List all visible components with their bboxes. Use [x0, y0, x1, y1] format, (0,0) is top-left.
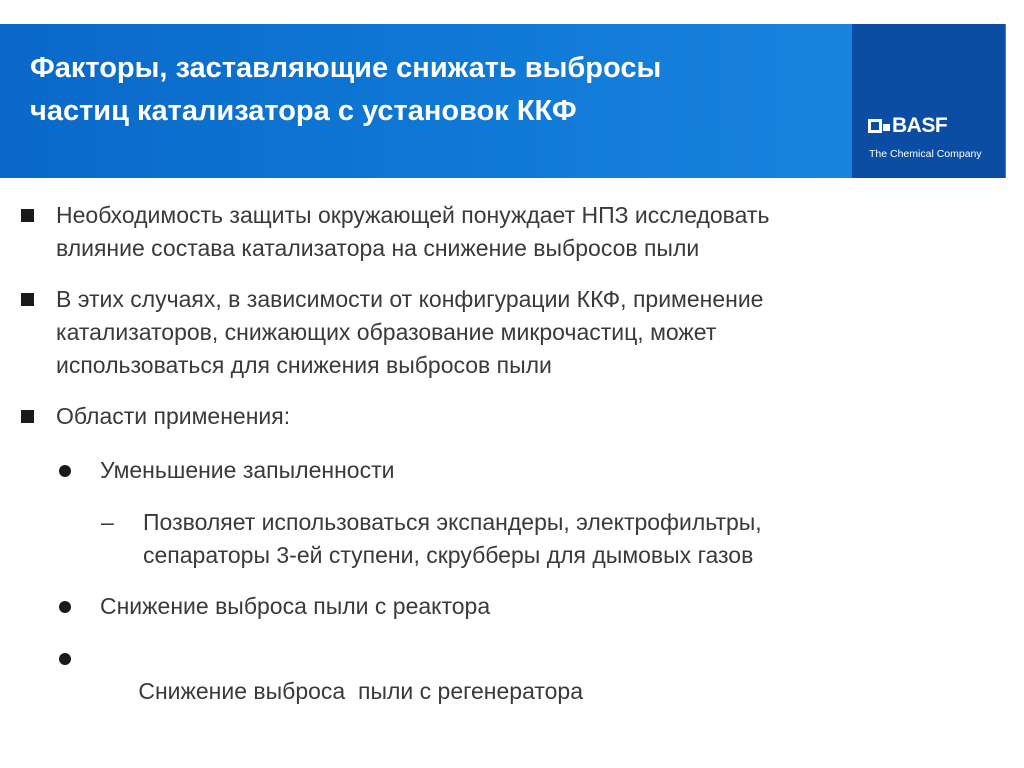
list-item-line: Области применения: — [56, 403, 291, 429]
square-bullet-icon — [21, 410, 34, 423]
list-item-line: Уменьшение запыленности — [100, 457, 395, 483]
dot-bullet-icon — [59, 653, 71, 665]
list-item — [56, 283, 763, 382]
square-bullet-icon — [21, 209, 34, 222]
dash-bullet: – — [101, 509, 114, 535]
list-item — [56, 400, 290, 433]
slide-title-line-1: Факторы, заставляющие снижать выбросы — [30, 52, 662, 84]
list-item — [100, 590, 490, 623]
square-bullet-icon — [21, 293, 34, 306]
list-item-line: сепараторы 3-ей ступени, скрубберы для дымовых газов — [143, 542, 754, 568]
dot-bullet-icon — [59, 601, 71, 613]
list-item-line: Снижение выброса пыли с реактора — [100, 593, 491, 619]
logo-tagline: The Chemical Company — [869, 148, 982, 160]
list-item-line: Снижение выброса пыли с регенератора — [138, 678, 584, 704]
list-item — [100, 642, 583, 741]
list-item — [56, 199, 769, 265]
list-item-line: Необходимость защиты окружающей понуждает НПЗ исследовать — [56, 202, 770, 228]
list-item-line: влияние состава катализатора на снижение выбросов пыли — [56, 235, 700, 261]
list-item-line: В этих случаях, в зависимости от конфигурации ККФ, применение — [56, 286, 764, 312]
slide-title-line-2: частиц катализатора с установок ККФ — [30, 95, 577, 127]
dot-bullet-icon — [59, 465, 71, 477]
list-item — [100, 454, 394, 487]
list-item — [143, 506, 762, 572]
logo-wordmark: BASF — [892, 114, 948, 137]
list-item-line: Позволяет использоваться экспандеры, электрофильтры, — [143, 509, 762, 535]
list-item-line: катализаторов, снижающих образование микрочастиц, может — [56, 319, 717, 345]
list-item-line: использоваться для снижения выбросов пыли — [56, 352, 552, 378]
